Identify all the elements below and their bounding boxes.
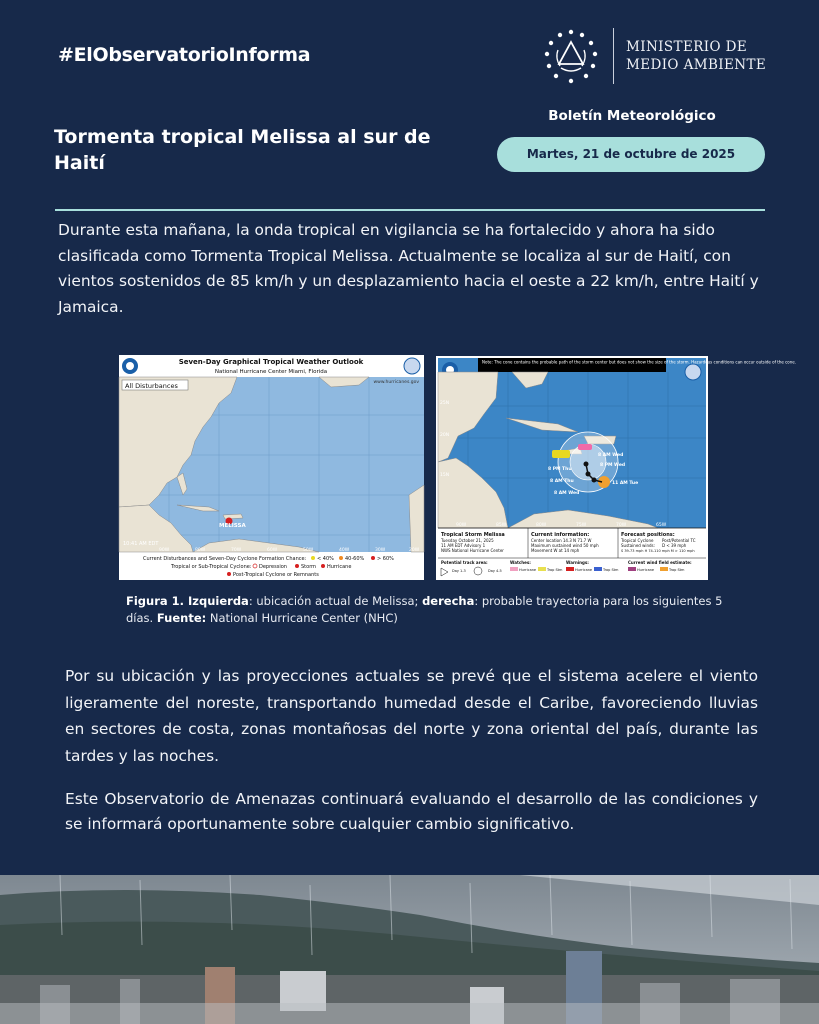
caption-source-text: National Hurricane Center (NHC) <box>206 611 398 625</box>
lon-label: 60W <box>267 548 278 553</box>
track-label: 8 AM Wed <box>598 453 624 458</box>
track-label: 8 PM Thu <box>548 467 572 472</box>
ministry-line-1: MINISTERIO DE <box>626 39 748 55</box>
current-location: Center location 14.3 N 71.7 W <box>531 538 592 543</box>
caption-right-label: derecha <box>422 594 475 608</box>
cone-note <box>482 360 796 365</box>
page-title: Tormenta tropical Melissa al sur de Haití <box>54 126 431 174</box>
figure-forecast-cone <box>436 356 797 580</box>
storm-date: Tuesday October 21, 2025 <box>441 538 494 543</box>
track-label: 8 AM Thu <box>550 479 574 484</box>
hashtag: #ElObservatorioInforma <box>58 44 311 66</box>
cone-note-text: Note: The cone contains the probable path of the storm center but does not show the size of the storm. Hazardous conditions can occur outside of the cone. <box>482 359 797 365</box>
lon-label: 70W <box>616 523 627 528</box>
track-area-title: Potential track area: <box>441 560 488 565</box>
forecast-line-2: Sustained winds: <box>621 543 655 548</box>
intro-paragraph: Durante esta mañana, la onda tropical en vigilancia se ha fortalecido y ahora ha sido clasificada como Tormenta Tropical Melissa. Actualmente se localiza al sur de Haití, con vientos sostenidos de 85 km/h y un desplazamiento hacia el oeste a 22 km/h, entre Haití y Jamaica. <box>58 221 759 316</box>
lon-label: 75W <box>576 523 587 528</box>
rainy-city-photo <box>0 875 819 1024</box>
outlook-title: Seven-Day Graphical Tropical Weather Outlook <box>178 358 364 366</box>
warning-hurricane: Hurricane <box>575 568 593 572</box>
caption-left-text: : ubicación actual de Melissa; <box>248 594 423 608</box>
forecast-line-1b: Post/Potential TC <box>662 538 696 543</box>
lon-label: 90W <box>456 523 467 528</box>
storm-advisory: 11 AM EDT Advisory 1 <box>441 543 486 548</box>
wind-hurricane: Hurricane <box>637 568 655 572</box>
caption-right-text: : probable trayectoria para los siguientes 5 días. <box>126 594 723 625</box>
lon-label: 65W <box>656 523 667 528</box>
lon-label: 50W <box>303 548 314 553</box>
date-badge: Martes, 21 de octubre de 2025 <box>497 137 765 172</box>
caption-left-label: Figura 1. Izquierda <box>126 594 249 608</box>
forecast-cone-graphic <box>438 358 797 578</box>
lat-label: 25N <box>440 401 450 406</box>
lon-label: 85W <box>496 523 507 528</box>
warning-trop-stm: Trop Stm <box>603 568 619 572</box>
legend-high: > 60% <box>377 556 394 562</box>
bulletin-label: Boletín Meteorológico <box>548 108 716 124</box>
wind-trop-stm: Trop Stm <box>669 568 685 572</box>
legend-line-3: Post-Tropical Cyclone or Remnants <box>233 572 319 578</box>
outlook-timestamp: 10:41 AM EDT <box>123 541 159 547</box>
storm-name: Tropical Storm Melissa <box>441 532 505 538</box>
lat-label: 20N <box>440 433 450 438</box>
current-wind: Maximum sustained wind 50 mph <box>531 543 599 548</box>
figure-outlook-map <box>119 355 424 580</box>
closing-paragraph: Este Observatorio de Amenazas continuará evaluando el desarrollo de las condiciones y se informará oportunamente sobre cualquier cambio significativo. <box>65 790 758 833</box>
legend-low: < 40% <box>317 556 334 562</box>
track-label: 11 AM Tue <box>612 481 639 486</box>
warnings-title: Warnings: <box>566 560 589 565</box>
lat-label: 15N <box>440 473 450 478</box>
forecast-line-2b: D < 39 mph <box>662 543 687 548</box>
forecast-title: Forecast positions: <box>621 532 675 538</box>
watches-title: Watches: <box>510 560 531 565</box>
lon-label: 30W <box>375 548 386 553</box>
legend-line-2: Tropical or Sub-Tropical Cyclone: <box>171 564 252 570</box>
storm-label: MELISSA <box>219 523 246 529</box>
lon-label: 80W <box>536 523 547 528</box>
forecast-line-1: Tropical Cyclone <box>621 538 654 543</box>
divider-line <box>55 209 765 211</box>
forecast-paragraph: Por su ubicación y las proyecciones actuales se prevé que el sistema acelere el viento ligeramente del noreste, transportando humedad desde el Caribe, favoreciendo lluvias en sectores de costa, zonas montañosas del norte y zona oriental del país, durante las tardes y las noches. <box>65 667 758 765</box>
legend-mid: 40-60% <box>345 556 365 562</box>
track-label: 8 AM Wed <box>554 491 580 496</box>
legend-line-1: Current Disturbances and Seven-Day Cyclone Formation Chance: <box>143 556 307 562</box>
legend-hurricane: Hurricane <box>327 564 352 570</box>
track-day13: Day 1-3 <box>452 569 466 573</box>
ministry-name <box>626 38 766 74</box>
lon-label: 40W <box>339 548 350 553</box>
coat-of-arms-icon <box>541 26 601 86</box>
outlook-url: www.hurricanes.gov <box>373 380 419 385</box>
outlook-map-graphic <box>119 355 424 580</box>
current-movement: Movement W at 14 mph <box>531 548 580 553</box>
lon-label: 20W <box>409 548 420 553</box>
legend-depression: Depression <box>259 564 287 570</box>
watch-hurricane: Hurricane <box>519 568 537 572</box>
figure-caption <box>126 593 736 627</box>
lon-label: 70W <box>231 548 242 553</box>
ministry-line-2: MEDIO AMBIENTE <box>626 57 767 73</box>
caption-source-label: Fuente: <box>156 611 207 625</box>
legend-storm: Storm <box>301 564 317 570</box>
track-label: 8 PM Wed <box>600 463 626 468</box>
logo-divider <box>613 28 614 84</box>
watch-trop-stm: Trop Stm <box>547 568 563 572</box>
forecast-line-3: S 39-73 mph H 74-110 mph M > 110 mph <box>621 549 695 553</box>
lon-label: 90W <box>159 548 170 553</box>
outlook-subtitle: National Hurricane Center Miami, Florida <box>214 369 328 375</box>
track-day45: Day 4-5 <box>488 569 502 573</box>
current-info-title: Current information: <box>531 532 590 538</box>
storm-center: NWS National Hurricane Center <box>441 548 504 553</box>
outlook-tag: All Disturbances <box>125 382 178 390</box>
lon-label: 80W <box>195 548 206 553</box>
wind-field-title: Current wind field estimate: <box>628 560 692 565</box>
